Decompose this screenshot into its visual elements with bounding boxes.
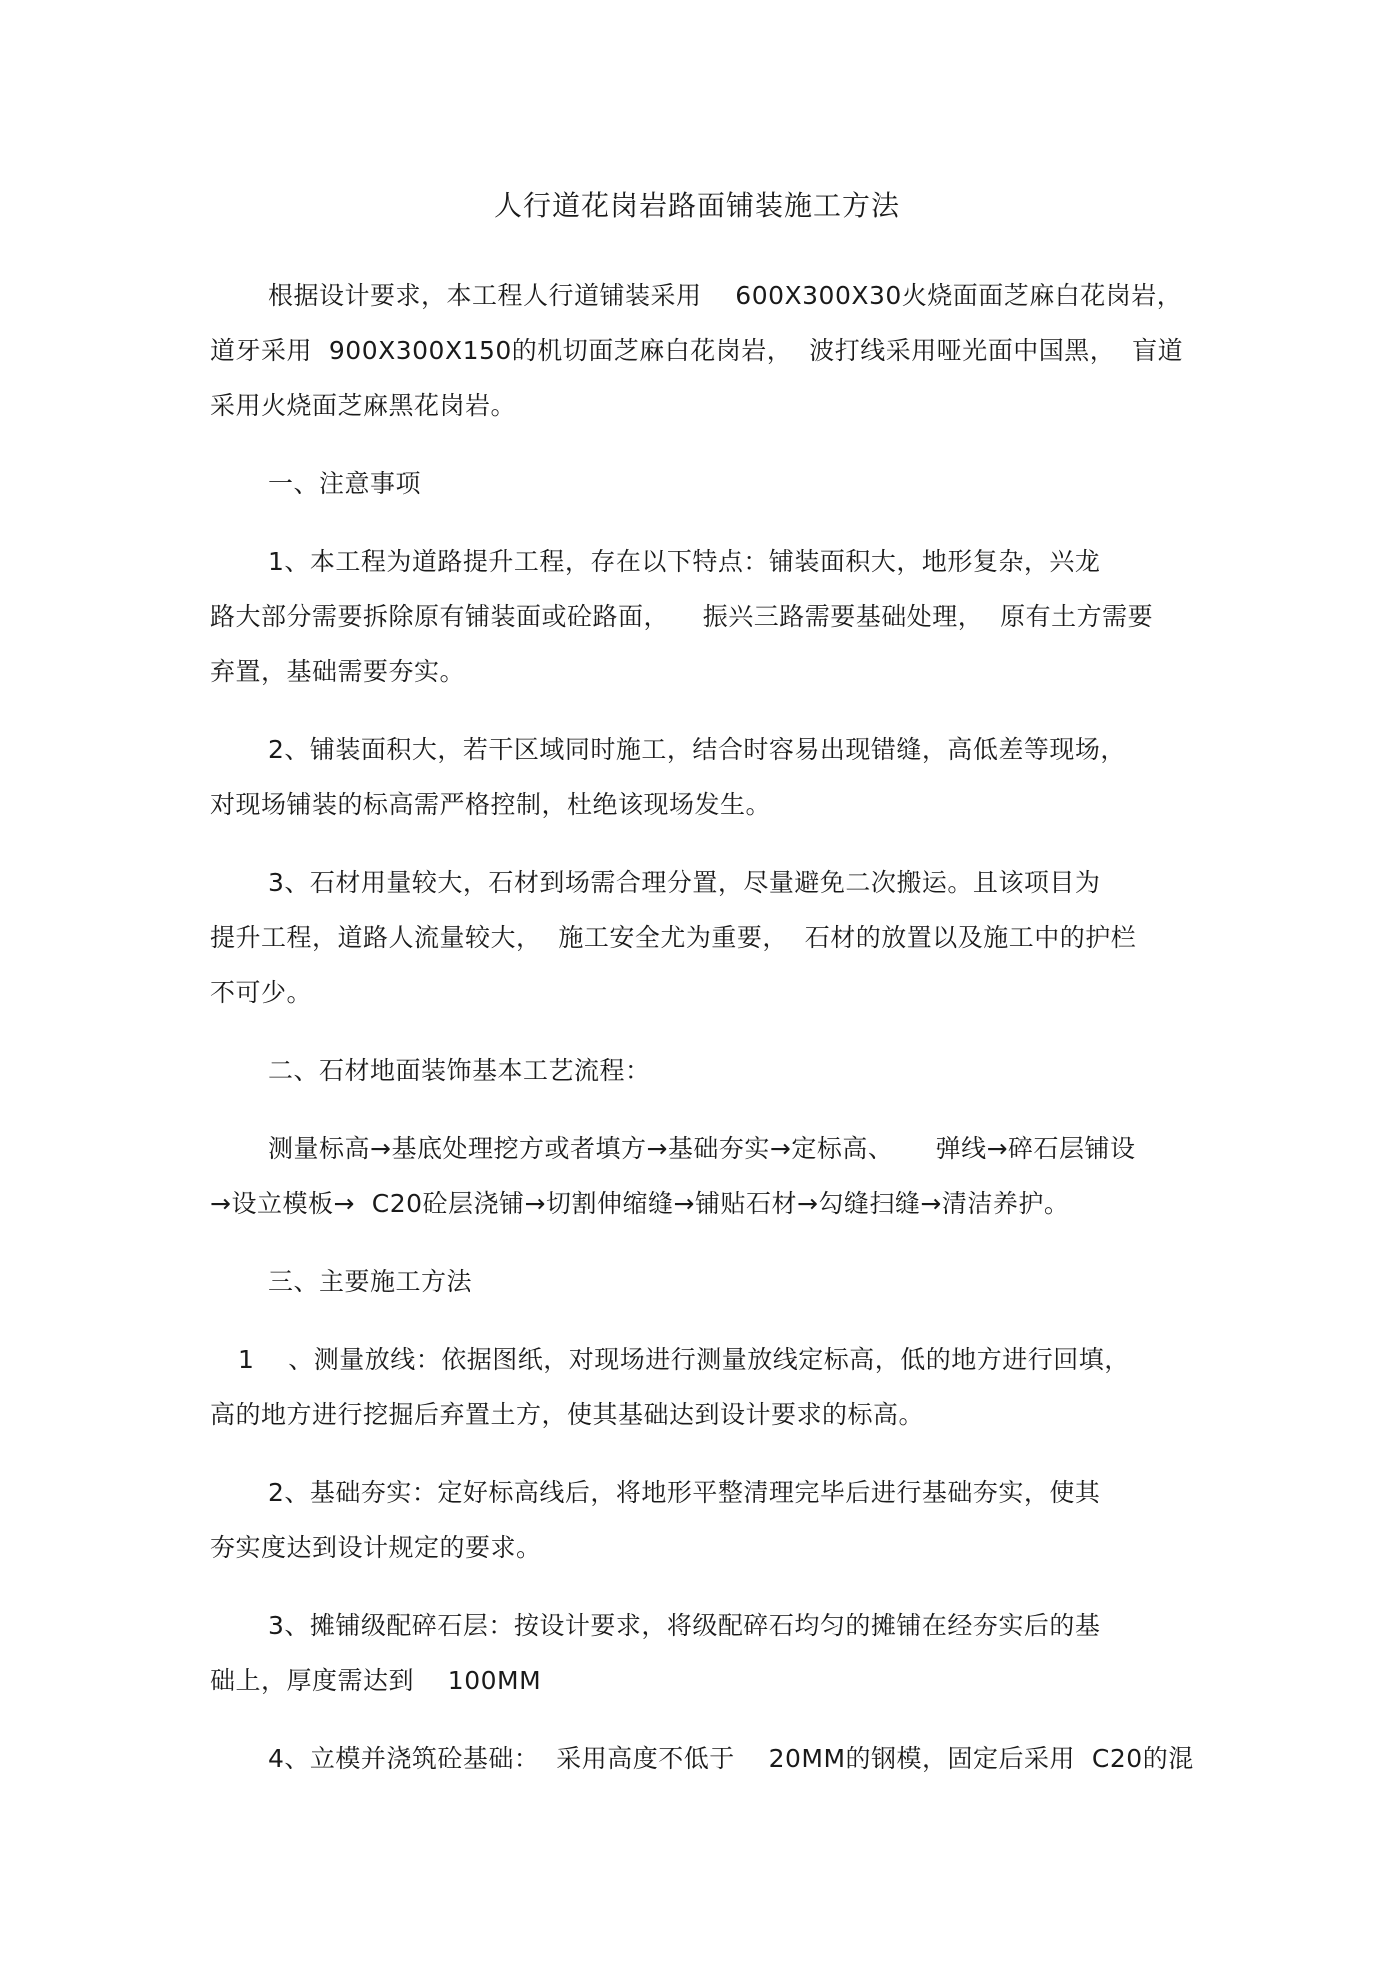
s1-item1-line-2: 路大部分需要拆除原有铺装面或砼路面， 振兴三路需要基础处理， 原有土方需要 (210, 602, 1154, 631)
s2-flow-line-1: 测量标高→基底处理挖方或者填方→基础夯实→定标高、 弹线→碎石层铺设 (268, 1134, 1136, 1163)
s3-item3-line-1: 3、摊铺级配碎石层：按设计要求，将级配碎石均匀的摊铺在经夯实后的基 (268, 1611, 1101, 1640)
s1-item3-line-3: 不可少。 (210, 978, 313, 1007)
s1-item1-line-1: 1、本工程为道路提升工程，存在以下特点：铺装面积大，地形复杂，兴龙 (268, 547, 1101, 576)
s1-item1-line-3: 弃置，基础需要夯实。 (210, 657, 466, 686)
intro-line-2: 道牙采用 900X300X150的机切面芝麻白花岗岩， 波打线采用哑光面中国黑， 盲道 (210, 336, 1184, 365)
s1-item2-line-1: 2、铺装面积大，若干区域同时施工，结合时容易出现错缝，高低差等现场， (268, 735, 1126, 764)
s3-item3-line-2: 础上，厚度需达到 100MM (210, 1666, 542, 1695)
s1-item3-line-1: 3、石材用量较大，石材到场需合理分置，尽量避免二次搬运。且该项目为 (268, 868, 1101, 897)
s3-item4-line-1: 4、立模并浇筑砼基础： 采用高度不低于 20MM的钢模，固定后采用 C20的混 (268, 1744, 1194, 1773)
intro-line-1: 根据设计要求，本工程人行道铺装采用 600X300X30火烧面面芝麻白花岗岩， (268, 281, 1183, 310)
s3-item2-line-1: 2、基础夯实：定好标高线后，将地形平整清理完毕后进行基础夯实，使其 (268, 1478, 1101, 1507)
s3-item1-line-1: 1 、测量放线：依据图纸，对现场进行测量放线定标高，低的地方进行回填， (238, 1345, 1130, 1374)
s2-flow-line-2: →设立模板→ C20砼层浇铺→切割伸缩缝→铺贴石材→勾缝扫缝→清洁养护。 (210, 1189, 1070, 1218)
document-title: 人行道花岗岩路面铺装施工方法 (493, 189, 900, 222)
s3-item2-line-2: 夯实度达到设计规定的要求。 (210, 1533, 542, 1562)
s1-item2-line-2: 对现场铺装的标高需严格控制，杜绝该现场发生。 (210, 790, 772, 819)
intro-line-3: 采用火烧面芝麻黑花岗岩。 (210, 391, 517, 420)
section-heading-2: 二、石材地面装饰基本工艺流程： (268, 1056, 651, 1085)
section-heading-1: 一、注意事项 (268, 469, 422, 498)
section-heading-3: 三、主要施工方法 (268, 1267, 473, 1296)
s3-item1-line-2: 高的地方进行挖掘后弃置土方，使其基础达到设计要求的标高。 (210, 1400, 925, 1429)
s1-item3-line-2: 提升工程，道路人流量较大， 施工安全尤为重要， 石材的放置以及施工中的护栏 (210, 923, 1137, 952)
